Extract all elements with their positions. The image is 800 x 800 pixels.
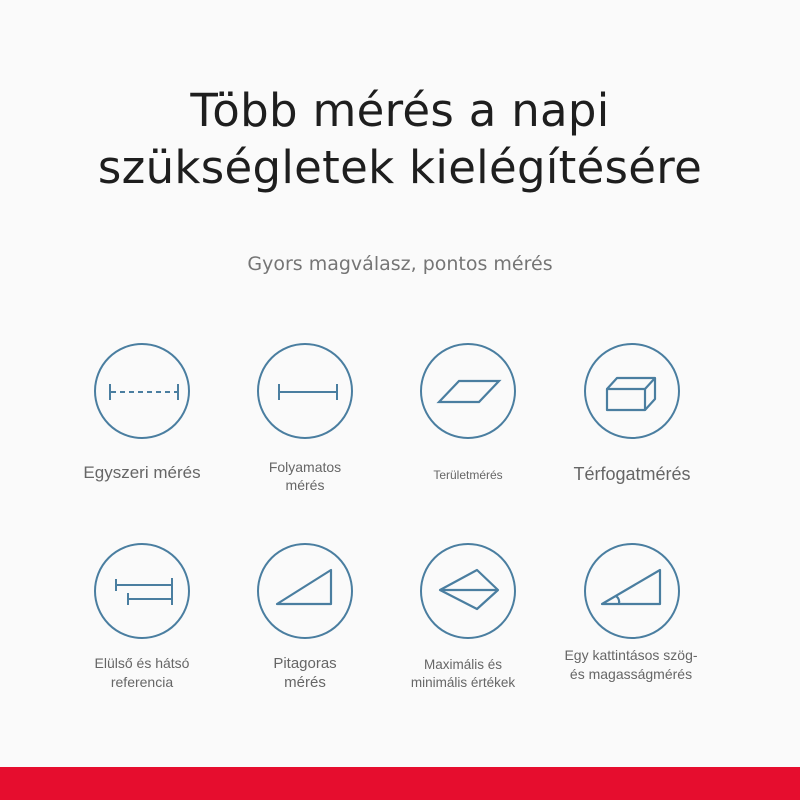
- line-segment-icon: [259, 345, 351, 437]
- reference-lines-icon: [96, 545, 188, 637]
- label-reference: Elülső és hátsó referencia: [94, 655, 190, 690]
- single-measure-icon-circle: [94, 343, 190, 439]
- page-title: [0, 82, 800, 196]
- label-single-measure: Egyszeri mérés: [83, 463, 201, 482]
- reference-icon-circle: [94, 543, 190, 639]
- label-angle-height: Egy kattintásos szög- és magasságmérés: [564, 647, 698, 682]
- title-line-1: Több mérés a napi: [190, 84, 610, 137]
- angle-height-icon-circle: [584, 543, 680, 639]
- max-min-icon-circle: [420, 543, 516, 639]
- label-continuous-measure: Folyamatos mérés: [268, 459, 342, 493]
- label-area-measure: Területmérés: [433, 468, 503, 482]
- parallelogram-icon: [422, 345, 514, 437]
- pythagoras-icon-circle: [257, 543, 353, 639]
- area-measure-icon-circle: [420, 343, 516, 439]
- title-line-2: szükségletek kielégítésére: [97, 141, 703, 194]
- accent-bar: [0, 767, 800, 800]
- label-max-min: Maximális és minimális értékek: [410, 657, 516, 690]
- continuous-measure-icon-circle: [257, 343, 353, 439]
- angle-triangle-icon: [586, 545, 678, 637]
- right-triangle-icon: [259, 545, 351, 637]
- label-volume-measure: Térfogatmérés: [573, 464, 691, 484]
- kite-icon: [422, 545, 514, 637]
- label-pythagoras: Pitagoras mérés: [273, 655, 337, 691]
- dashed-line-icon: [96, 345, 188, 437]
- box-icon: [586, 345, 678, 437]
- subtitle: Gyors magválasz, pontos mérés: [247, 253, 553, 275]
- volume-measure-icon-circle: [584, 343, 680, 439]
